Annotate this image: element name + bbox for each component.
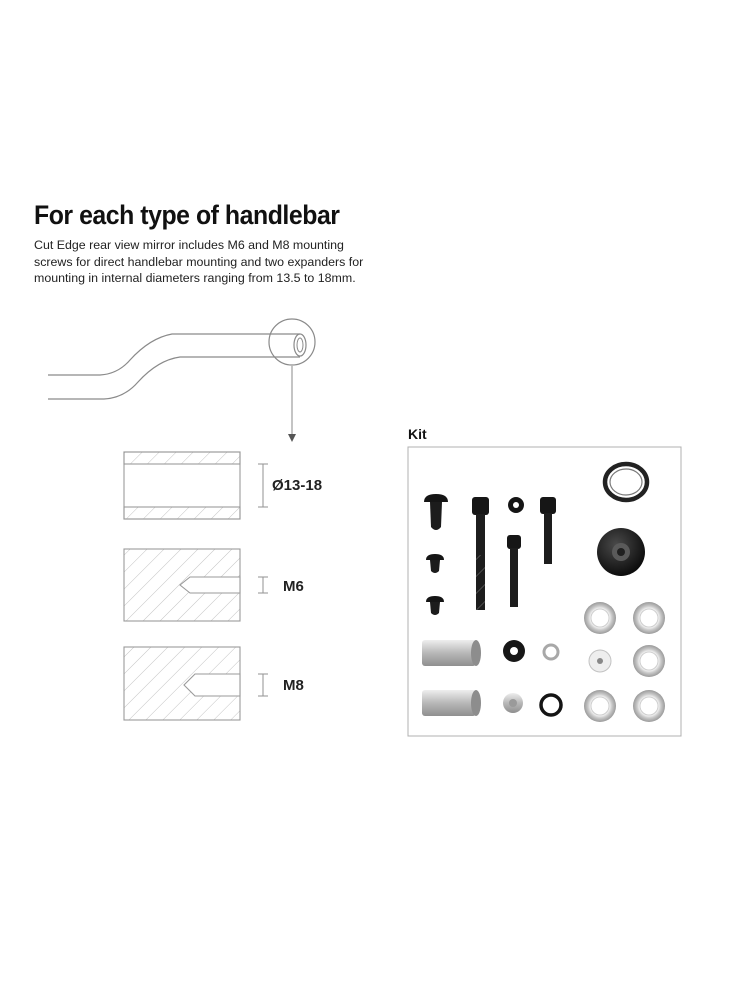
section-m8-thread-hole [184, 674, 240, 696]
washer-black-medium [503, 640, 525, 662]
kit-label: Kit [408, 426, 427, 442]
label-m6: M6 [283, 578, 304, 595]
spacer-ring-small [589, 650, 611, 672]
handlebar-drawing [48, 319, 315, 442]
section-m8 [124, 647, 268, 720]
spacer-ring-5 [633, 690, 665, 722]
spacer-ring-2 [633, 602, 665, 634]
section-tube-wall-top [124, 452, 240, 464]
expander-silver-1 [422, 640, 481, 666]
handlebar-end-bore [294, 334, 306, 356]
end-cap [597, 528, 645, 576]
section-m6 [124, 549, 268, 621]
label-tube-diameter: Ø13-18 [272, 477, 323, 494]
handlebar-bottom-edge [48, 357, 300, 399]
spacer-ring-3 [633, 645, 665, 677]
section-m6-thread-hole [180, 577, 240, 593]
page-title: For each type of handlebar [34, 200, 340, 230]
handlebar-end-bore-inner [297, 338, 303, 352]
handlebar-top-edge [48, 334, 300, 375]
section-tube [124, 452, 268, 519]
section-tube-wall-bottom [124, 507, 240, 519]
product-description: Cut Edge rear view mirror includes M6 and M8 mounting screws for direct handlebar mounting and two expanders for mounting in internal diameters ranging from 13.5 to 18mm. [34, 238, 364, 285]
label-m8: M8 [283, 677, 304, 694]
spacer-ring-4 [584, 690, 616, 722]
spacer-ring-1 [584, 602, 616, 634]
detail-magnifier-circle [269, 319, 315, 365]
detail-arrow-head [288, 434, 296, 442]
expander-silver-2 [422, 690, 481, 716]
nut-silver [503, 693, 523, 713]
washer-black-small [508, 497, 524, 513]
